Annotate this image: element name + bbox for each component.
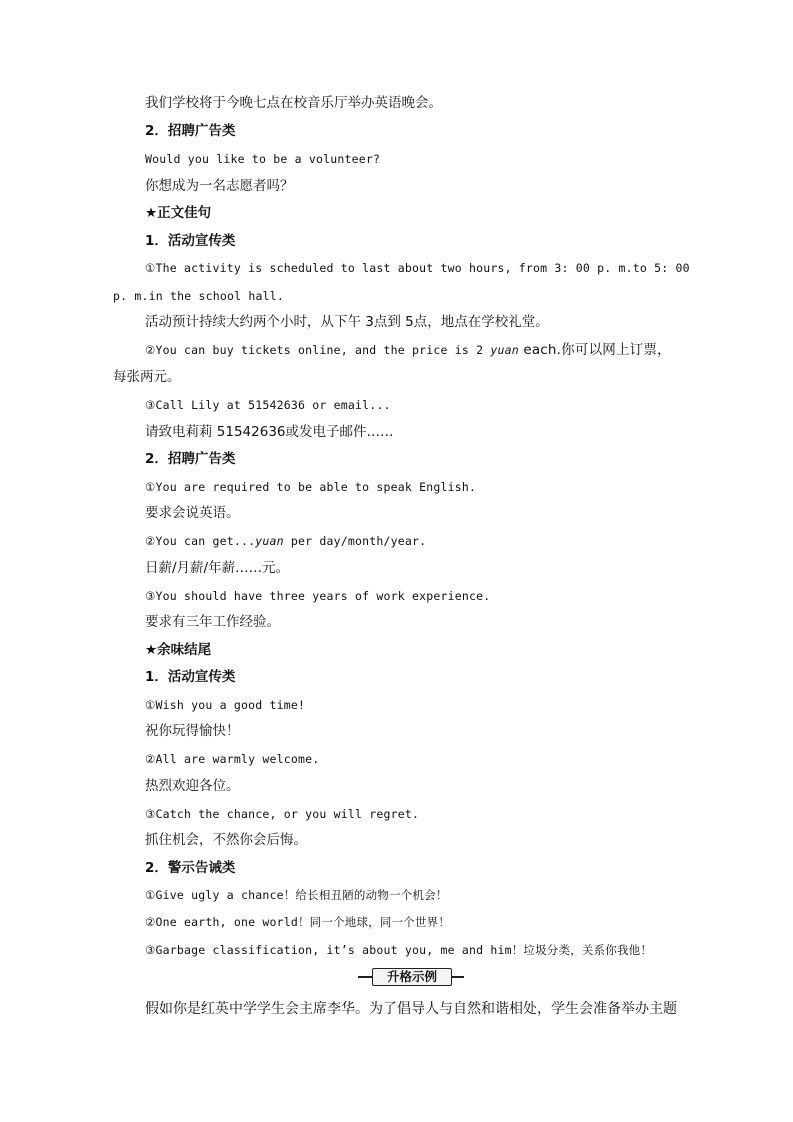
section-title: ★正文佳句 — [145, 205, 212, 221]
example-sentence — [145, 341, 671, 359]
upgrade-example-banner — [358, 968, 464, 986]
paragraph-line: 我们学校将于今晚七点在校音乐厅举办英语晚会。 — [145, 95, 442, 111]
translation-line: 日薪/月薪/年薪……元。 — [145, 560, 290, 576]
translation-line: 活动预计持续大约两个小时，从下午 3点到 5点，地点在学校礼堂。 — [145, 314, 549, 330]
example-sentence: ②One earth, one world！同一个地球，同一个世界！ — [145, 915, 451, 929]
example-sentence: ①Give ugly a chance！给长相丑陋的动物一个机会！ — [145, 888, 448, 902]
translation-line: 要求会说英语。 — [145, 505, 240, 521]
example-sentence: ③Call Lily at 51542636 or email... — [145, 398, 391, 412]
section-heading: 2．招聘广告类 — [145, 451, 236, 467]
text-span: per day/month/year. — [283, 534, 427, 548]
translation-line: 祝你玩得愉快！ — [145, 723, 240, 739]
section-title: ★余味结尾 — [145, 642, 212, 658]
italic-word: yuan — [490, 343, 519, 357]
section-heading: 1．活动宣传类 — [145, 669, 236, 685]
translation-line: 你想成为一名志愿者吗？ — [145, 178, 294, 194]
example-sentence: ①You are required to be able to speak English. — [145, 480, 477, 494]
italic-word: yuan — [255, 534, 284, 548]
translation-line: 抓住机会，不然你会后悔。 — [145, 832, 307, 848]
example-sentence: Would you like to be a volunteer? — [145, 152, 381, 166]
banner-label: 升格示例 — [372, 968, 452, 986]
example-sentence: ③Catch the chance, or you will regret. — [145, 807, 420, 821]
example-sentence: ③Garbage classification, it’s about you, me and him！垃圾分类，关系你我他！ — [145, 943, 653, 957]
translation-line: 请致电莉莉 51542636或发电子邮件…… — [145, 424, 394, 440]
section-heading: 2．警示告诫类 — [145, 860, 236, 876]
translation-line: 热烈欢迎各位。 — [145, 778, 240, 794]
example-sentence: ①Wish you a good time! — [145, 698, 306, 712]
translation-line-continued: 每张两元。 — [113, 369, 181, 385]
section-heading: 2．招聘广告类 — [145, 123, 236, 139]
example-sentence: ②All are warmly welcome. — [145, 752, 320, 766]
example-sentence: ①The activity is scheduled to last about two hours, from 3: 00 p. m.to 5: 00 — [145, 261, 690, 275]
example-sentence: ③You should have three years of work experience. — [145, 589, 491, 603]
section-heading: 1．活动宣传类 — [145, 233, 236, 249]
paragraph-line: 假如你是红英中学学生会主席李华。为了倡导人与自然和谐相处，学生会准备举办主题 — [145, 1001, 677, 1017]
example-sentence — [145, 532, 426, 550]
example-sentence-continued: p. m.in the school hall. — [113, 289, 284, 303]
text-span: ②You can get... — [145, 534, 256, 548]
translation-line: 要求有三年工作经验。 — [145, 614, 280, 630]
text-span: ②You can buy tickets online, and the price is 2 — [145, 343, 491, 357]
text-span: each.你可以网上订票， — [518, 342, 671, 358]
